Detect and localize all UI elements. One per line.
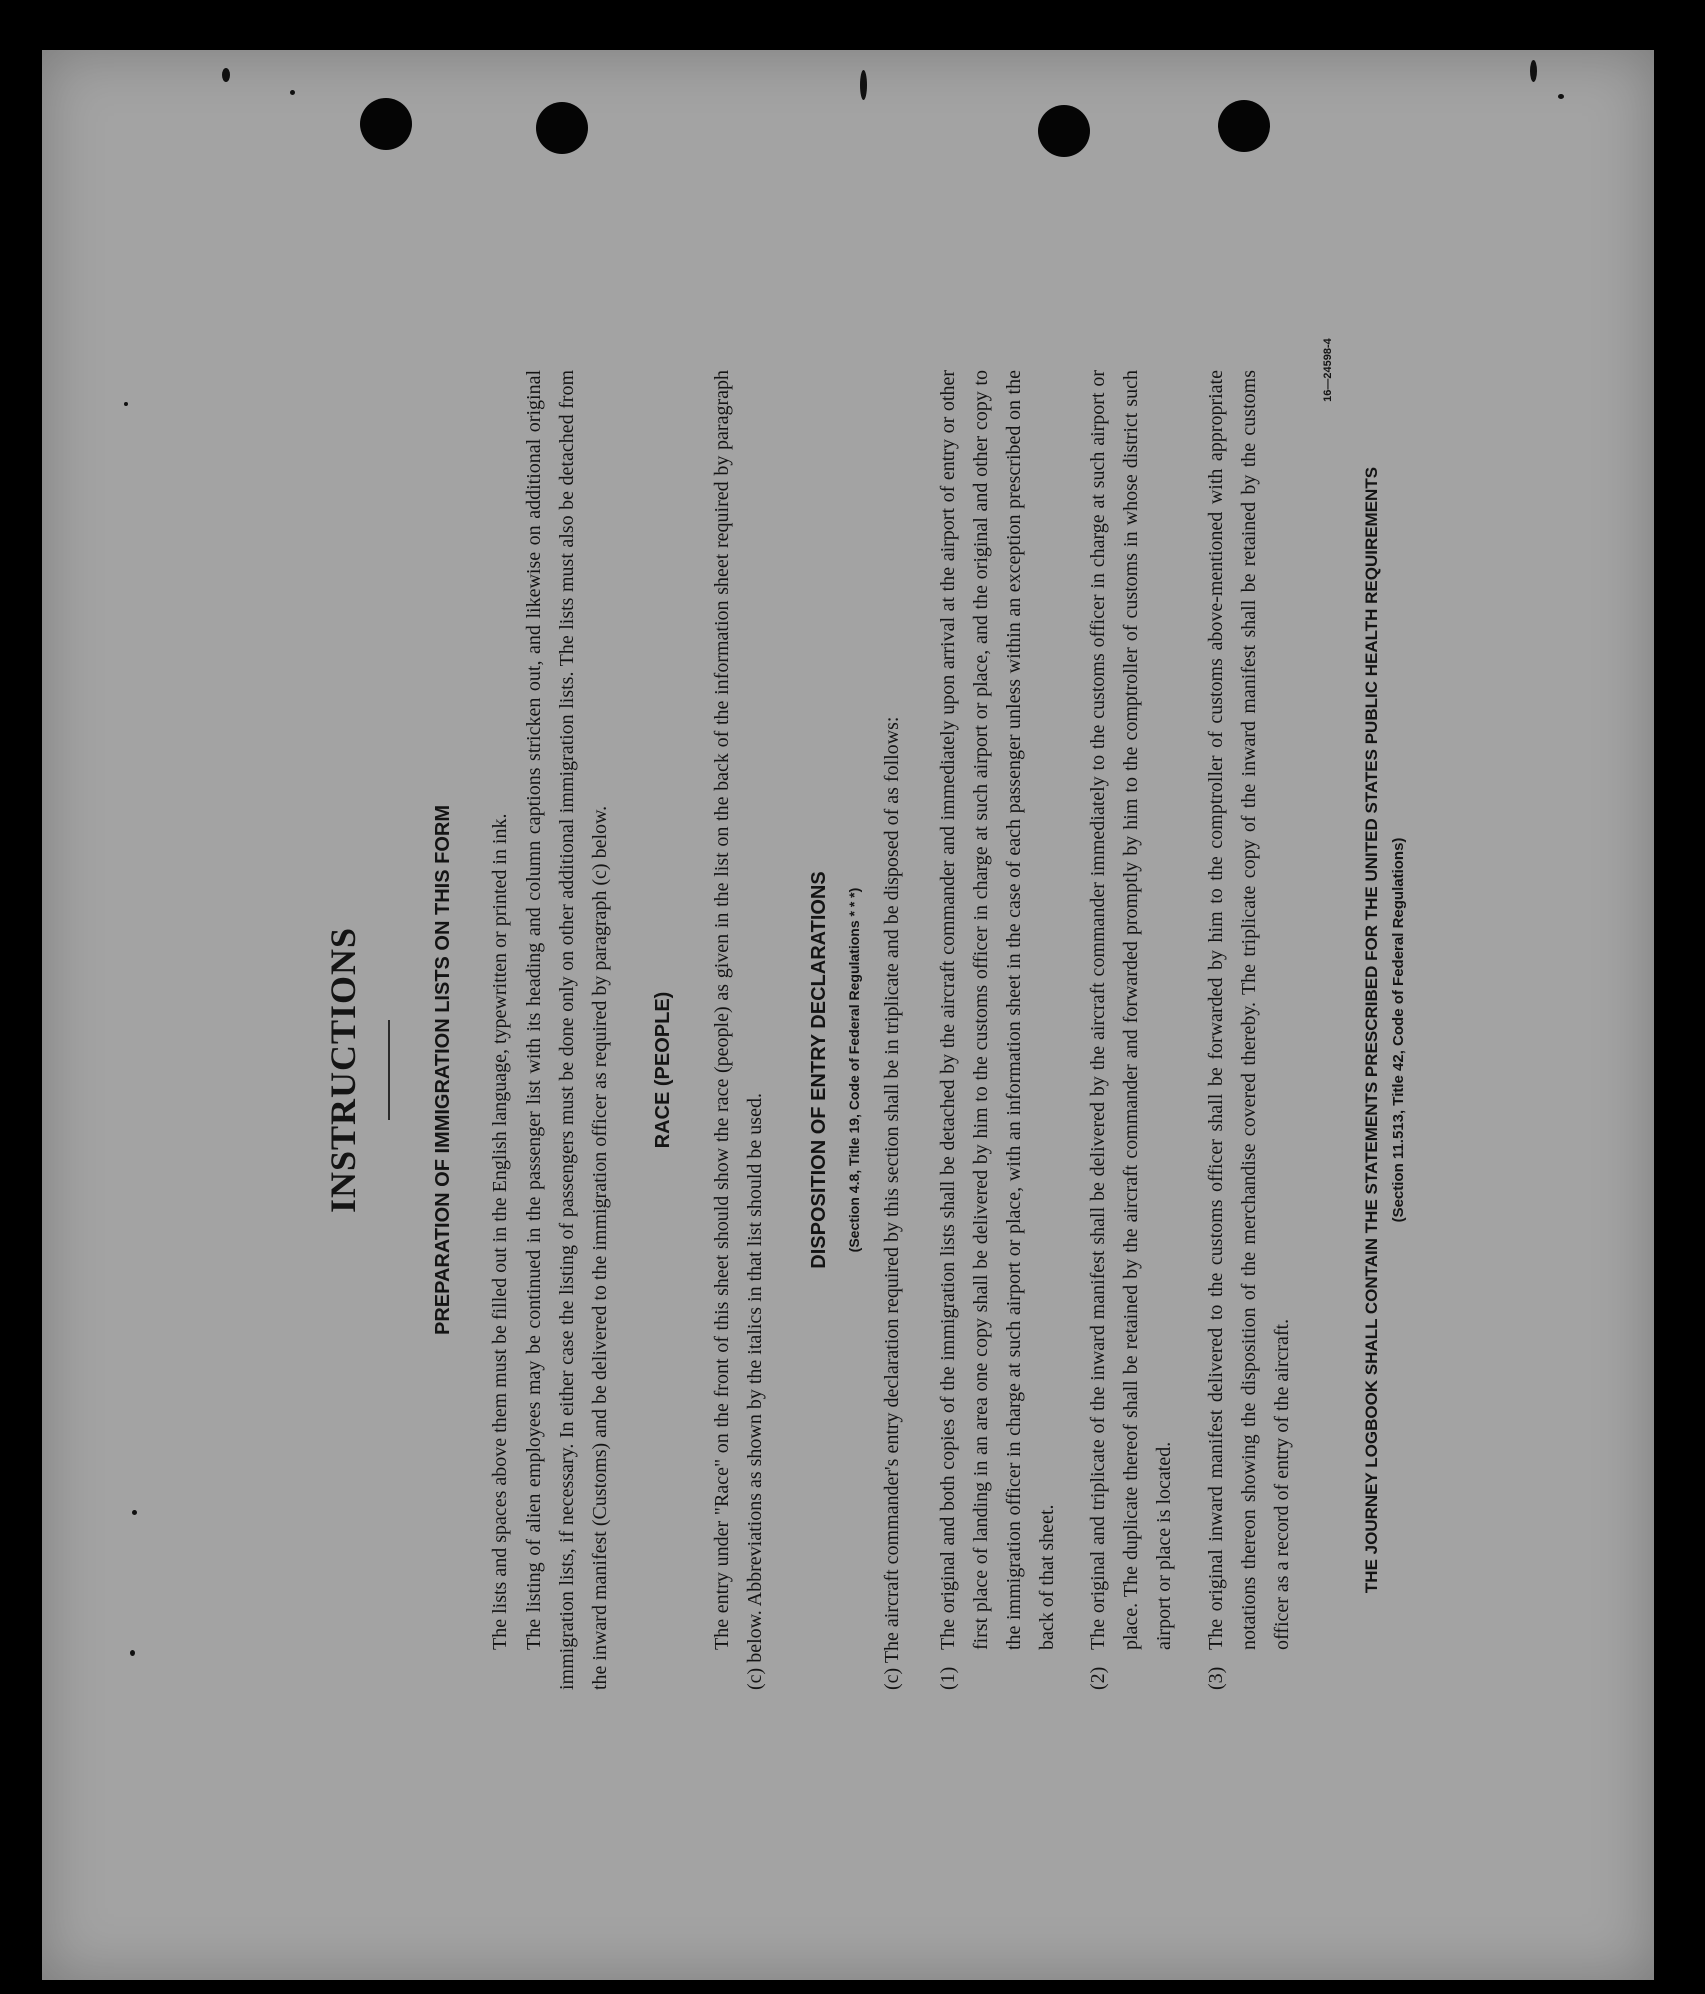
speck: [290, 90, 295, 95]
page-title: INSTRUCTIONS: [323, 926, 363, 1214]
speck: [130, 1650, 135, 1656]
list-item-text: The original and triplicate of the inward manifest shall be delivered by the aircraft commander immediately to the customs officer in charge at such airport or place. The duplicate thereof shall be retained by the aircraft commander and forwarded promptly by him to the comptroller of customs in whose district such airport or place is located.: [1087, 370, 1175, 1650]
paragraph-text: The entry under "Race" on the front of this sheet should show the race (people) as given in the list on the back of the information sheet required by paragraph (c) below. Abbreviations as shown by the italics in that list should be used.: [711, 370, 766, 1690]
list-item-text: The original and both copies of the immigration lists shall be detached by the aircraft commander and immediately upon arrival at the airport of entry or other first place of landing in an area one copy shall be delivered by him to the customs officer in charge at such airport or place, and the original and other copy to the immigration officer in charge at such airport or place, with an information sheet in the case of each passenger unless within an exception prescribed on the back of that sheet.: [937, 370, 1058, 1650]
speck: [1558, 94, 1564, 99]
list-item-text: The original inward manifest delivered to the customs officer shall be forwarded by him to the comptroller of customs above-mentioned with appropriate notations thereon showing the disposition of the merchandise covered thereby. The triplicate copy of the inward manifest shall be retained by the customs officer as a record of entry of the aircraft.: [1205, 370, 1293, 1650]
form-number: 16—24598-4: [1322, 338, 1334, 402]
list-item-number: (3): [1205, 1666, 1227, 1690]
list-item-number: (1): [937, 1666, 959, 1690]
punch-hole: [360, 98, 412, 150]
section-subheading: (Section 4.8, Title 19, Code of Federal Regulations * * *): [846, 887, 862, 1253]
paragraph: [518, 370, 617, 1690]
rotated-content: [322, 290, 1452, 1850]
punch-hole: [536, 102, 588, 154]
punch-hole: [1038, 105, 1090, 157]
section-heading-preparation: PREPARATION OF IMMIGRATION LISTS ON THIS FORM: [432, 805, 454, 1335]
speck: [1530, 60, 1537, 82]
section-heading-disposition: DISPOSITION OF ENTRY DECLARATIONS: [808, 871, 830, 1269]
paragraph-text: The lists and spaces above them must be filled out in the English language, typewritten or printed in ink.: [489, 813, 511, 1650]
title-underline: [388, 1020, 390, 1120]
footer-requirement: THE JOURNEY LOGBOOK SHALL CONTAIN THE STATEMENTS PRESCRIBED FOR THE UNITED STATES PUBLIC HEALTH REQUIREMENTS: [1362, 466, 1381, 1594]
paragraph-text: The listing of alien employees may be continued in the passenger list with its heading and column captions stricken out, and likewise on additional original immigration lists, if necessary. In either case the listing of passengers must be done only on other additional immigration lists. The lists must also be detached from the inward manifest (Customs) and be delivered to the immigration officer as required by paragraph (c) below.: [523, 370, 611, 1690]
speck: [860, 70, 867, 100]
punch-hole: [1218, 100, 1270, 152]
paragraph: (c) The aircraft commander's entry declaration required by this section shall be in triplicate and be disposed of as follows:: [881, 716, 903, 1690]
document-page: [42, 50, 1654, 1980]
speck: [222, 68, 230, 82]
paragraph: [484, 370, 517, 1690]
paragraph: [706, 370, 772, 1690]
speck: [124, 402, 128, 406]
speck: [132, 1510, 137, 1515]
section-heading-race: RACE (PEOPLE): [652, 991, 674, 1149]
footer-citation: (Section 11.513, Title 42, Code of Federal Regulations): [1390, 837, 1407, 1223]
list-item-number: (2): [1087, 1666, 1109, 1690]
